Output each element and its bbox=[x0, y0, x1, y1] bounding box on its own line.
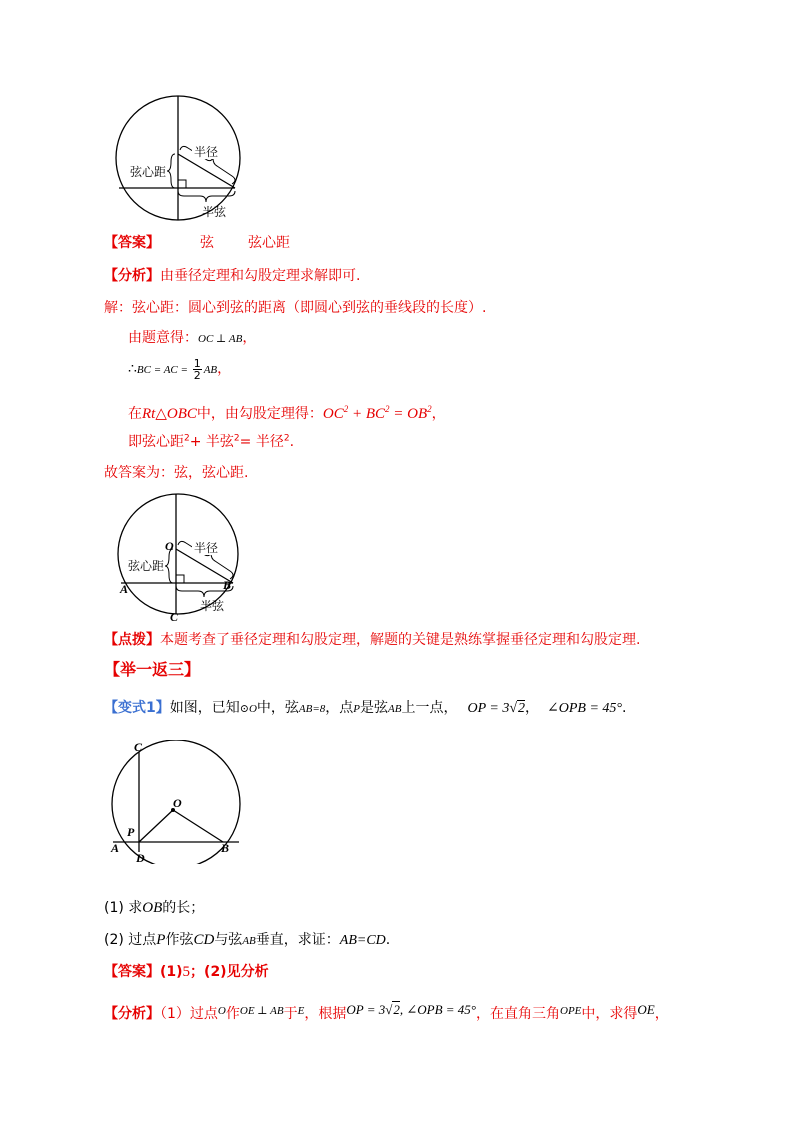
step3-prefix: 在 bbox=[128, 406, 142, 422]
variant-tag: 【变式1】 bbox=[104, 700, 170, 716]
section-title: 【举一返三】 bbox=[104, 660, 201, 679]
answer-a: 弦 bbox=[200, 235, 214, 251]
answer-1-line bbox=[104, 233, 290, 253]
analysis-1-line bbox=[104, 266, 360, 286]
step1-math: OC ⊥ AB bbox=[198, 333, 243, 345]
solution-step-4: 即弦心距$^2$+ 半弦$^2$= 半径$^2$. bbox=[128, 433, 295, 450]
right-angle-mark bbox=[178, 180, 186, 188]
question-1: (1) 求OB的长； bbox=[104, 900, 205, 916]
step2-therefore: ∴ bbox=[128, 362, 137, 377]
label-C: C bbox=[134, 740, 143, 754]
step1-suffix: ， bbox=[242, 330, 257, 346]
label-O: O bbox=[173, 796, 182, 810]
step2-lhs: BC = AC = bbox=[136, 364, 191, 376]
label-radius: 半径 bbox=[194, 541, 219, 555]
comment-text: 本题考查了垂径定理和勾股定理，解题的关键是熟练掌握垂径定理和勾股定理. bbox=[160, 632, 641, 648]
step1-prefix: 由题意得： bbox=[128, 330, 198, 346]
comment-tag: 【点拨】 bbox=[104, 632, 160, 648]
label-D: D bbox=[136, 851, 145, 864]
step3-mid: 中，由勾股定理得： bbox=[196, 406, 323, 422]
answer-b: 弦心距 bbox=[248, 235, 290, 251]
label-P: P bbox=[127, 825, 135, 839]
label-A: A bbox=[120, 582, 129, 596]
variant-problem-line: 【变式1】如图，已知⊙O中，弦AB=8，点P是弦AB上一点， OP = 3√2， ∠OPB = 45°. bbox=[104, 700, 627, 716]
conclusion-line: 故答案为：弦，弦心距. bbox=[104, 465, 249, 481]
step3-triangle: Rt△OBC bbox=[142, 406, 197, 422]
comment-line bbox=[104, 630, 640, 650]
answer-tag: 【答案】 bbox=[104, 235, 160, 251]
label-B: B bbox=[221, 841, 230, 855]
distance-brace bbox=[167, 154, 175, 188]
figure-3-variant-diagram bbox=[100, 740, 260, 864]
solution-step-2: ∴BC = AC = $\frac{1}{2}$ AB， bbox=[128, 356, 232, 382]
label-half-chord: 半弦 bbox=[200, 599, 225, 613]
label-B: B bbox=[223, 578, 232, 592]
figure-2-labeled-chord-diagram bbox=[112, 490, 248, 626]
question-2: (2) 过点P作弦CD与弦AB垂直，求证：AB=CD. bbox=[104, 932, 391, 948]
analysis-tag: 【分析】 bbox=[104, 268, 160, 284]
answer-2-line: 【答案】(1)5；(2)见分析 bbox=[104, 964, 269, 980]
label-distance: 弦心距 bbox=[130, 165, 167, 179]
label-half-chord: 半弦 bbox=[202, 205, 227, 219]
step2-rhs: AB bbox=[203, 364, 218, 376]
figure-1-chord-diagram bbox=[112, 92, 248, 228]
label-C: C bbox=[170, 610, 179, 624]
label-distance: 弦心距 bbox=[128, 559, 165, 573]
label-A: A bbox=[111, 841, 120, 855]
solution-intro: 解：弦心距：圆心到弦的距离（即圆心到弦的垂线段的长度）. bbox=[104, 300, 487, 316]
analysis-text: 由垂径定理和勾股定理求解即可. bbox=[160, 268, 361, 284]
label-O: O bbox=[165, 539, 174, 553]
label-radius: 半径 bbox=[194, 145, 219, 159]
analysis-2-line: 【分析】（1）过点$^O$作$^{OE \perp AB}$于$^E$，根据OP = 3√2, ∠OPB = 45°，在直角三角$^{OPE}$中，求得OE， bbox=[104, 1002, 669, 1022]
step2-fraction: $\frac{1}{2}$ bbox=[193, 356, 201, 382]
solution-step-1 bbox=[128, 328, 256, 349]
half-chord-brace bbox=[178, 191, 235, 202]
solution-step-3: 在Rt△OBC中，由勾股定理得：$OC^2 + BC^2 = OB^2$， bbox=[128, 404, 446, 422]
